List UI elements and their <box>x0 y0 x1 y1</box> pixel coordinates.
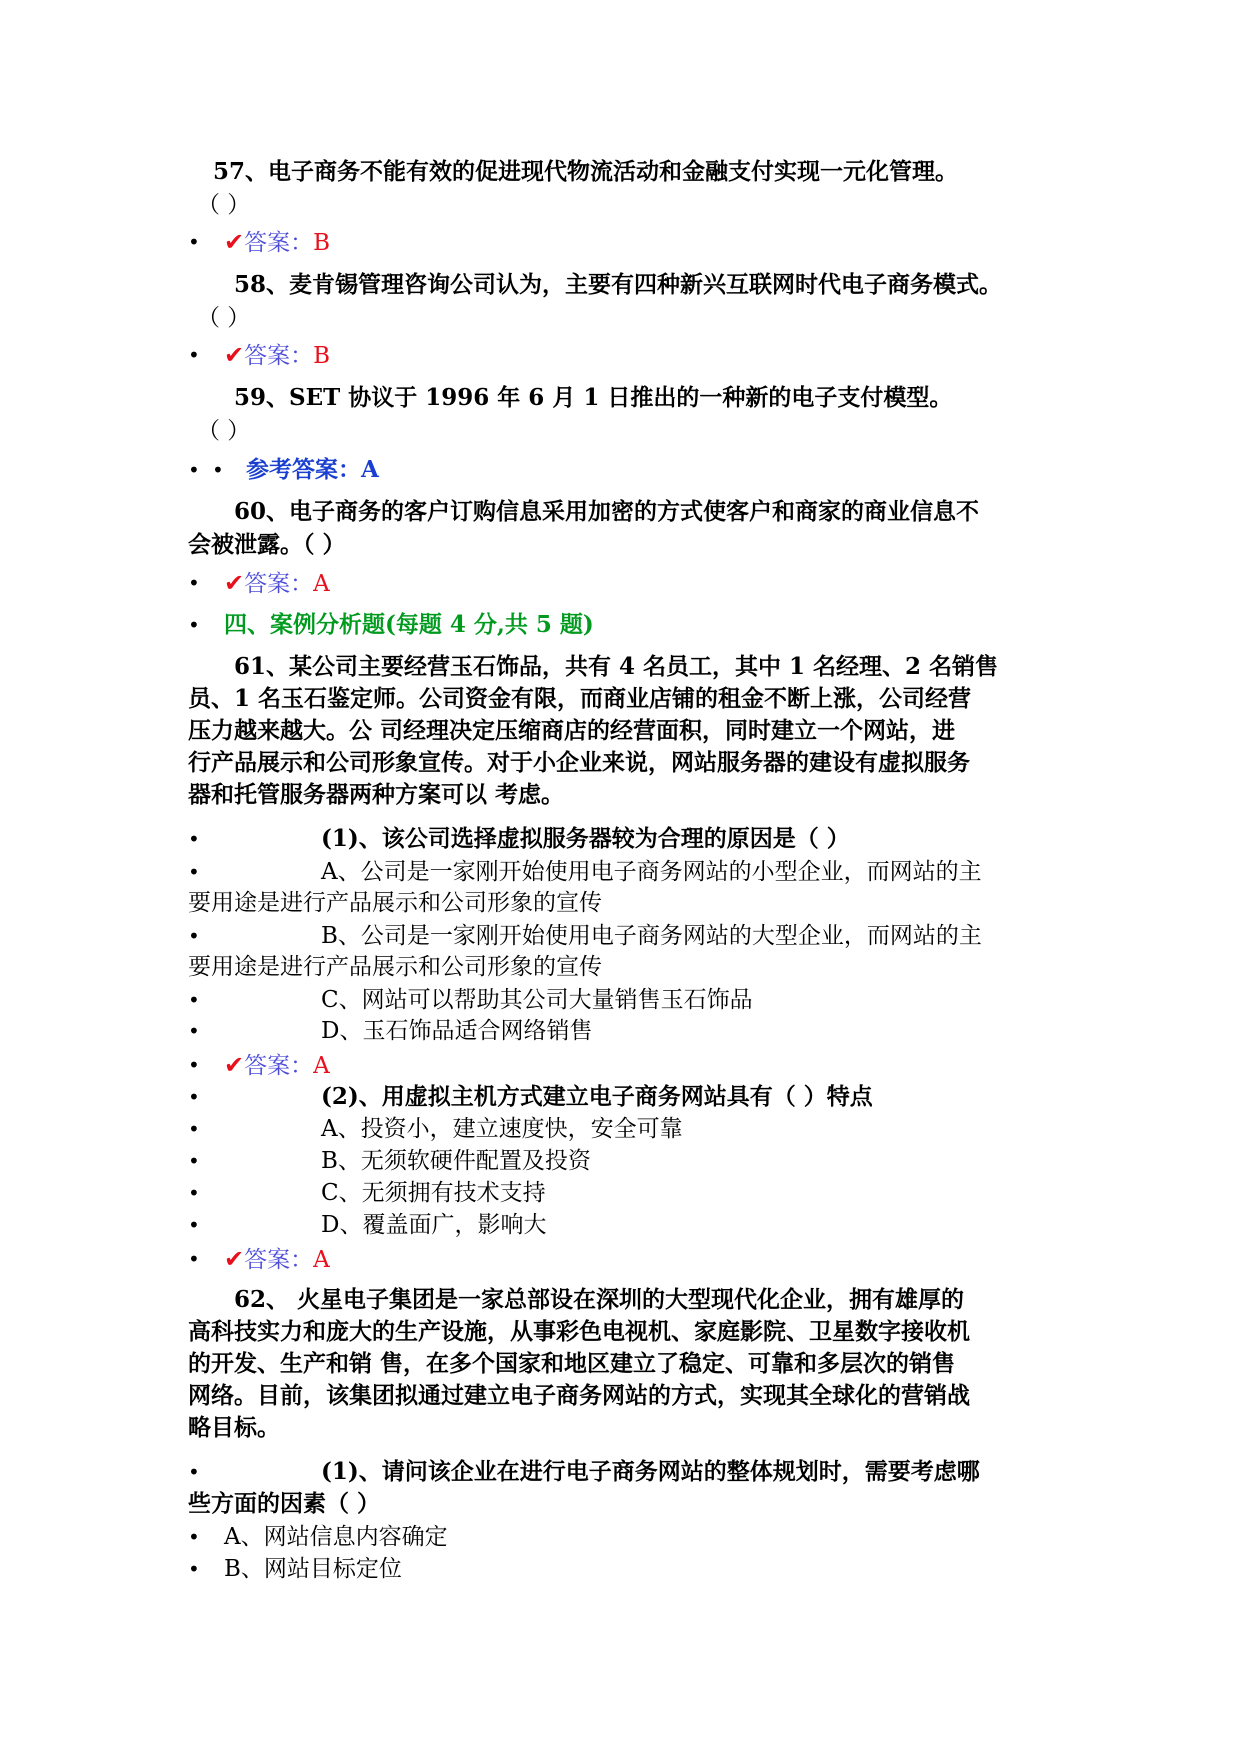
check-icon: ✔ <box>224 341 245 369</box>
bullet-icon: • <box>188 1247 200 1271</box>
bullet-icon: • <box>188 343 200 367</box>
option-61-2-a: A、投资小，建立速度快，安全可靠 <box>321 1116 683 1142</box>
question-61-line-3: 压力越来越大。公 司经理决定压缩商店的经营面积，同时建立一个网站，进 <box>188 717 956 744</box>
check-icon: ✔ <box>224 1245 245 1273</box>
bullet-icon: • <box>188 1460 200 1484</box>
question-60-line-2: 会被泄露。（ ） <box>188 531 346 558</box>
option-61-2-b: B、无须软硬件配置及投资 <box>321 1148 591 1174</box>
option-61-1-b-line-1: B、公司是一家刚开始使用电子商务网站的大型企业，而网站的主 <box>321 923 982 949</box>
answer-label: 答案： <box>244 230 314 256</box>
bullet-icon: • <box>188 1149 200 1173</box>
option-61-2-d: D、覆盖面广，影响大 <box>321 1212 547 1238</box>
question-62-sub1-line-2: 些方面的因素（ ） <box>188 1490 381 1517</box>
bullet-icon: • <box>188 1053 200 1077</box>
check-icon: ✔ <box>224 228 245 256</box>
bullet-icon: • <box>188 1213 200 1237</box>
answer-61-1 <box>224 1050 330 1080</box>
option-62-1-b: B、网站目标定位 <box>224 1556 402 1582</box>
bullet-icon: • <box>188 571 200 595</box>
question-58-text: 58、麦肯锡管理咨询公司认为，主要有四种新兴互联网时代电子商务模式。 <box>234 271 1003 298</box>
answer-58 <box>224 340 330 370</box>
question-62-sub1-line-1: (1)、请问该企业在进行电子商务网站的整体规划时，需要考虑哪 <box>321 1458 980 1485</box>
bullet-icon: • <box>188 1181 200 1205</box>
answer-value: A <box>313 571 330 597</box>
answer-value: A <box>313 1247 330 1273</box>
answer-57 <box>224 227 330 257</box>
answer-label: 答案： <box>244 1247 314 1273</box>
question-62-line-5: 略目标。 <box>188 1414 280 1441</box>
bullet-icon: • <box>188 860 200 884</box>
question-62-line-3: 的开发、生产和销 售，在多个国家和地区建立了稳定、可靠和多层次的销售 <box>188 1350 956 1377</box>
question-61-line-2: 员、1 名玉石鉴定师。公司资金有限，而商业店铺的租金不断上涨，公司经营 <box>188 685 972 712</box>
bullet-icon: • <box>188 613 200 637</box>
bullet-icon: • <box>188 1557 200 1581</box>
bullet-icon: • <box>188 924 200 948</box>
check-icon: ✔ <box>224 1051 245 1079</box>
question-58-blank: （ ） <box>197 305 251 331</box>
question-57-blank: （ ） <box>197 192 251 218</box>
bullet-icon: • <box>188 1019 200 1043</box>
question-57-text: 57、电子商务不能有效的促进现代物流活动和金融支付实现一元化管理。 <box>213 158 959 185</box>
option-61-2-c: C、无须拥有技术支持 <box>321 1180 546 1206</box>
answer-value: B <box>313 343 331 369</box>
answer-value: A <box>361 456 379 483</box>
answer-61-2 <box>224 1244 330 1274</box>
option-61-1-c: C、网站可以帮助其公司大量销售玉石饰品 <box>321 987 753 1013</box>
bullet-icon: • <box>188 1525 200 1549</box>
question-61-line-1: 61、某公司主要经营玉石饰品，共有 4 名员工，其中 1 名经理、2 名销售 <box>234 653 999 680</box>
bullet-icon: • <box>188 827 200 851</box>
question-62-line-2: 高科技实力和庞大的生产设施，从事彩色电视机、家庭影院、卫星数字接收机 <box>188 1318 970 1345</box>
question-59-blank: （ ） <box>197 418 251 444</box>
bullet-icon: • <box>188 1085 200 1109</box>
bullet-icon: • <box>188 988 200 1012</box>
question-60-line-1: 60、电子商务的客户订购信息采用加密的方式使客户和商家的商业信息不 <box>234 498 980 525</box>
question-61-line-4: 行产品展示和公司形象宣传。对于小企业来说，网站服务器的建设有虚拟服务 <box>188 749 970 776</box>
reference-answer-label: 参考答案： <box>246 456 361 483</box>
question-62-line-4: 网络。目前，该集团拟通过建立电子商务网站的方式，实现其全球化的营销战 <box>188 1382 970 1409</box>
question-59-text: 59、SET 协议于 1996 年 6 月 1 日推出的一种新的电子支付模型。 <box>234 384 953 411</box>
question-61-sub2: (2)、用虚拟主机方式建立电子商务网站具有（ ）特点 <box>321 1083 873 1110</box>
answer-value: B <box>313 230 331 256</box>
option-61-1-b-line-2: 要用途是进行产品展示和公司形象的宣传 <box>188 954 602 980</box>
bullet-icon: • <box>188 230 200 254</box>
question-61-sub1: (1)、该公司选择虚拟服务器较为合理的原因是（ ） <box>321 825 850 852</box>
option-62-1-a: A、网站信息内容确定 <box>224 1524 448 1550</box>
answer-label: 答案： <box>244 571 314 597</box>
question-61-line-5: 器和托管服务器两种方案可以 考虑。 <box>188 781 565 808</box>
bullet-icon: • <box>188 458 200 482</box>
answer-label: 答案： <box>244 1053 314 1079</box>
answer-label: 答案： <box>244 343 314 369</box>
check-icon: ✔ <box>224 569 245 597</box>
answer-59 <box>246 455 379 485</box>
option-61-1-d: D、玉石饰品适合网络销售 <box>321 1018 593 1044</box>
option-61-1-a-line-2: 要用途是进行产品展示和公司形象的宣传 <box>188 890 602 916</box>
question-62-line-1: 62、 火星电子集团是一家总部设在深圳的大型现代化企业，拥有雄厚的 <box>234 1286 965 1313</box>
section-4-title: 四、案例分析题(每题 4 分,共 5 题) <box>224 611 594 638</box>
bullet-icon: • <box>188 1117 200 1141</box>
bullet-icon: • <box>212 458 224 482</box>
option-61-1-a-line-1: A、公司是一家刚开始使用电子商务网站的小型企业，而网站的主 <box>321 859 982 885</box>
answer-60 <box>224 568 330 598</box>
answer-value: A <box>313 1053 330 1079</box>
